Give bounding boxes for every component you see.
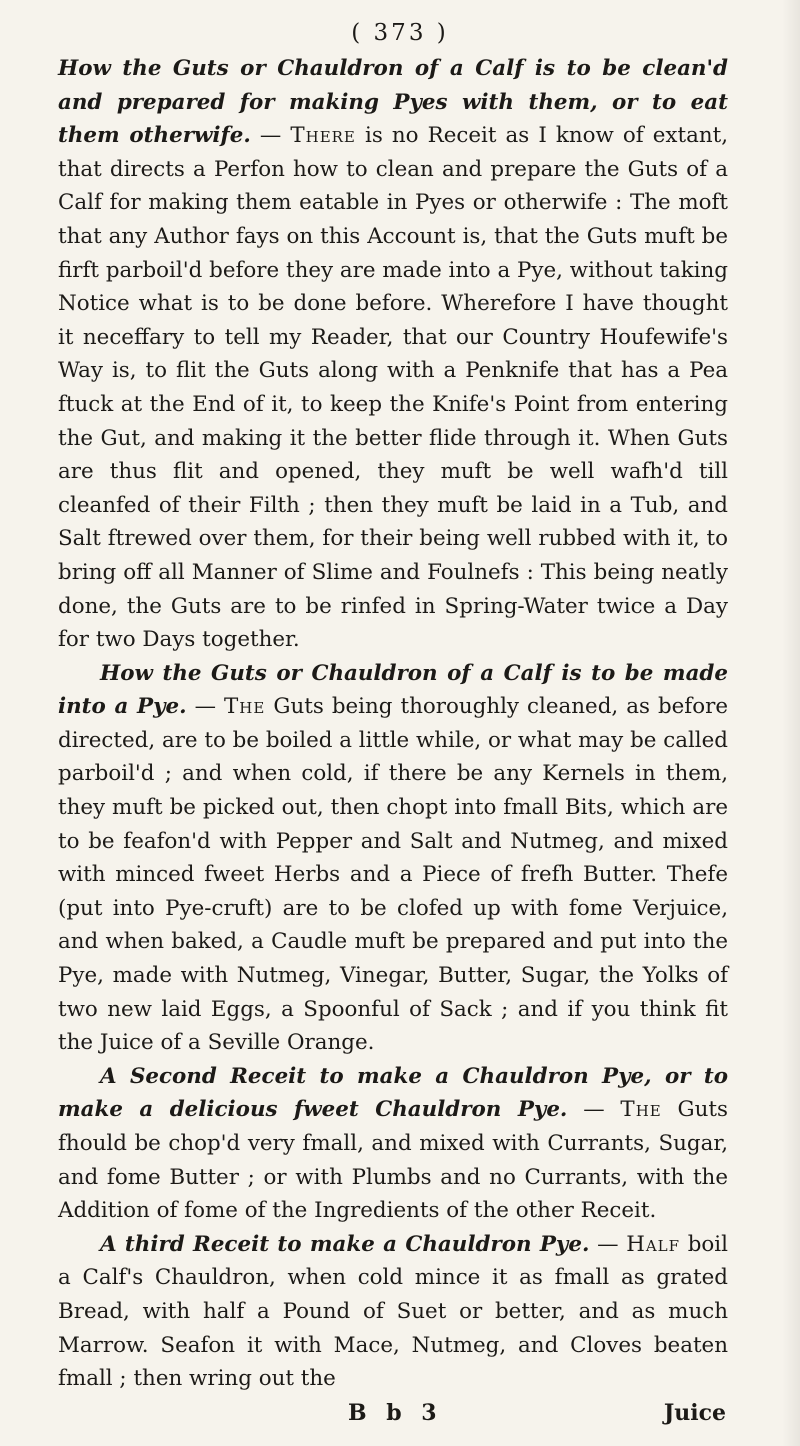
receipt-section-second (58, 1060, 728, 1228)
section-lead-word: There (290, 123, 356, 149)
section-body: is no Receit as I know of extant, that directs a Perfon how to clean and prepare the Guts of a Calf for making them eatable in Pyes or otherwife : The moft that any Author fays on this Account is, that the Guts muft be firft parboil'd before they are made into a Pye, without taking Notice what is to be done before. Wherefore I have thought it neceffary to tell my Reader, that our Country Houfewife's Way is, to flit the Guts along with a Penknife that has a Pea ftuck at the End of it, to keep the Knife's Point from entering the Gut, and making it the better flide through it. When Guts are thus flit and opened, they muft be well wafh'd till cleanfed of their Filth ; then they muft be laid in a Tub, and Salt ftrewed over them, for their being well rubbed with it, to bring off all Manner of Slime and Foulnefs : This being neatly done, the Guts are to be rinfed in Spring-Water twice a Day for two Days together. (58, 123, 728, 653)
section-dash: — (250, 123, 291, 149)
section-body: Guts fhould be chop'd very fmall, and mixed with Currants, Sugar, and fome Butter ; or with Plumbs and no Currants, with the Addition of fome of the Ingredients of the other Receit. (58, 1097, 728, 1224)
receipt-section-third (58, 1228, 728, 1396)
page-edge-shadow (782, 0, 800, 1446)
signature-mark: B b 3 (348, 1399, 443, 1426)
receipt-section-pye (58, 657, 728, 1060)
section-lead-word: The (224, 694, 266, 720)
page-number: ( 373 ) (351, 20, 449, 46)
section-lead-word: Half (626, 1231, 681, 1257)
section-title: How the Guts or Chauldron of a Calf is to be made into a Pye. (58, 660, 728, 720)
section-title: How the Guts or Chauldron of a Calf is to be clean'd and prepared for making Pyes with them, or to eat them otherwife. (58, 56, 728, 149)
section-dash: — (186, 694, 225, 720)
receipt-section-cleaning (58, 52, 728, 657)
section-dash: — (589, 1231, 627, 1257)
section-title: A Second Receit to make a Chauldron Pye, or to make a delicious fweet Chauldron Pye. (58, 1063, 728, 1123)
section-lead-word: The (620, 1097, 662, 1123)
section-body: Guts being thoroughly cleaned, as before directed, are to be boiled a little while, or what may be called parboil'd ; and when cold, if there be any Kernels in them, they muft be picked out, then chopt into fmall Bits, which are to be feafon'd with Pepper and Salt and Nutmeg, and mixed with minced fweet Herbs and a Piece of frefh Butter. Thefe (put into Pye-cruft) are to be clofed up with fome Verjuice, and when baked, a Caudle muft be prepared and put into the Pye, made with Nutmeg, Vinegar, Butter, Sugar, the Yolks of two new laid Eggs, a Spoonful of Sack ; and if you think fit the Juice of a Seville Orange. (58, 694, 728, 1056)
catchword: Juice (663, 1399, 726, 1426)
section-title: A third Receit to make a Chauldron Pye. (100, 1231, 590, 1257)
page-footer (58, 1396, 728, 1430)
section-dash: — (567, 1097, 621, 1123)
section-body: boil a Calf's Chauldron, when cold mince it as fmall as grated Bread, with half a Pound of Suet or better, and as much Marrow. Seafon it with Mace, Nutmeg, and Cloves beaten fmall ; then wring out the (58, 1231, 728, 1392)
